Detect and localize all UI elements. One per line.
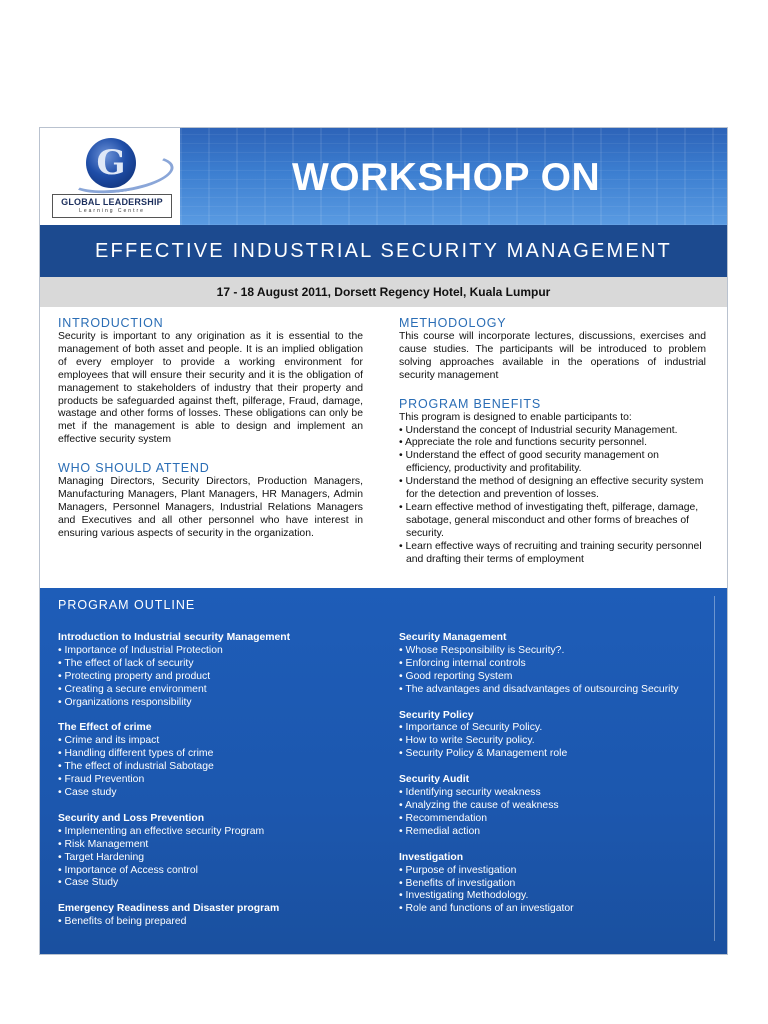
benefit-item: • Appreciate the role and functions security personnel.	[399, 437, 706, 450]
outline-section-list	[399, 787, 719, 839]
program-benefits-list	[399, 425, 706, 567]
outline-section-title: Emergency Readiness and Disaster program	[58, 903, 280, 915]
outline-section-list	[399, 865, 719, 917]
event-info: 17 - 18 August 2011, Dorsett Regency Hotel, Kuala Lumpur	[216, 285, 551, 299]
outline-item: • Protecting property and product	[58, 671, 378, 684]
outline-item: • Benefits of being prepared	[58, 916, 378, 929]
benefit-item: • Understand the effect of good security management on efficiency, productivity and profitability.	[399, 450, 706, 476]
outline-item: • Fraud Prevention	[58, 774, 378, 787]
who-should-attend-heading: WHO SHOULD ATTEND	[58, 461, 210, 476]
logo-label	[52, 194, 172, 218]
outline-section-list	[58, 645, 378, 710]
outline-section-title: Introduction to Industrial security Management	[58, 632, 291, 643]
outline-left-column	[58, 632, 378, 929]
outline-item: • Identifying security weakness	[399, 787, 719, 800]
program-outline	[40, 588, 727, 955]
outline-item: • Remedial action	[399, 826, 719, 839]
outline-section-list	[58, 735, 378, 800]
outline-item: • Risk Management	[58, 839, 378, 852]
outline-item: • Importance of Access control	[58, 865, 378, 878]
outline-item: • Crime and its impact	[58, 735, 378, 748]
introduction-heading: INTRODUCTION	[58, 316, 164, 330]
outline-item: • Implementing an effective security Program	[58, 826, 378, 839]
outline-section-title: Security and Loss Prevention	[58, 812, 205, 824]
outline-item: • Good reporting System	[399, 671, 719, 684]
outline-section-list	[58, 916, 378, 929]
right-column	[399, 316, 706, 567]
logo-subtitle: Learning Centre	[79, 208, 145, 214]
methodology-heading: METHODOLOGY	[399, 316, 507, 330]
subtitle-bar	[40, 225, 727, 277]
outline-item: • Organizations responsibility	[58, 697, 378, 710]
workshop-subtitle: EFFECTIVE INDUSTRIAL SECURITY MANAGEMENT	[95, 240, 672, 262]
outline-item: • Whose Responsibility is Security?.	[399, 645, 719, 658]
program-benefits-intro: This program is designed to enable participants to:	[399, 411, 632, 423]
outline-section-title: Investigation	[399, 851, 464, 863]
outline-item: • Benefits of investigation	[399, 878, 719, 891]
outline-section-title: Security Audit	[399, 774, 470, 786]
outline-item: • The advantages and disadvantages of outsourcing Security	[399, 684, 719, 697]
outline-item: • Importance of Industrial Protection	[58, 645, 378, 658]
outline-item: • Importance of Security Policy.	[399, 722, 719, 735]
outline-right-column	[399, 632, 719, 916]
outline-item: • Case Study	[58, 877, 378, 890]
brochure-page	[39, 127, 728, 955]
benefit-item: • Learn effective ways of recruiting and training security personnel and drafting their terms of employment	[399, 541, 706, 567]
benefit-item: • Understand the concept of Industrial security Management.	[399, 425, 706, 438]
outline-item: • Role and functions of an investigator	[399, 903, 719, 916]
outline-section-title: The Effect of crime	[58, 722, 152, 734]
outline-item: • Recommendation	[399, 813, 719, 826]
logo-letter: G	[96, 143, 126, 183]
outline-item: • Analyzing the cause of weakness	[399, 800, 719, 813]
outline-item: • The effect of lack of security	[58, 658, 378, 671]
outline-item: • Creating a secure environment	[58, 684, 378, 697]
program-benefits-heading: PROGRAM BENEFITS	[399, 396, 541, 411]
outline-item: • Target Hardening	[58, 852, 378, 865]
globe-icon	[86, 138, 136, 188]
event-info-bar	[40, 277, 727, 307]
banner	[180, 128, 727, 225]
outline-section-title: Security Policy	[399, 709, 474, 721]
program-outline-heading: PROGRAM OUTLINE	[58, 598, 196, 612]
outline-item: • Security Policy & Management role	[399, 748, 719, 761]
outline-section-title: Security Management	[399, 632, 507, 643]
banner-title: WORKSHOP ON	[292, 156, 601, 199]
benefit-item: • Learn effective method of investigating theft, pilferage, damage, sabotage, general misconduct and other forms of breaches of security.	[399, 502, 706, 541]
left-column	[58, 316, 363, 541]
methodology-body: This course will incorporate lectures, discussions, exercises and cause studies. The participants will be introduced to problem solving approaches available in the operations of industrial security management	[399, 331, 706, 381]
outline-item: • Enforcing internal controls	[399, 658, 719, 671]
outline-item: • Investigating Methodology.	[399, 890, 719, 903]
outline-item: • The effect of industrial Sabotage	[58, 761, 378, 774]
outline-item: • Handling different types of crime	[58, 748, 378, 761]
outline-item: • How to write Security policy.	[399, 735, 719, 748]
outline-item: • Case study	[58, 787, 378, 800]
logo-name: GLOBAL LEADERSHIP	[61, 197, 163, 207]
outline-section-list	[58, 826, 378, 891]
header	[40, 128, 727, 225]
outline-section-list	[399, 645, 719, 697]
who-should-attend-body: Managing Directors, Security Directors, Production Managers, Manufacturing Managers, Plant Managers, HR Managers, Admin Managers, Personnel Managers, Industrial Relations Managers and Executives and all other personnel who have interest in ensuring various aspects of security in the organization.	[58, 476, 363, 539]
outline-section-list	[399, 722, 719, 761]
outline-item: • Purpose of investigation	[399, 865, 719, 878]
benefit-item: • Understand the method of designing an effective security system for the detection and prevention of losses.	[399, 476, 706, 502]
logo	[40, 128, 180, 225]
introduction-body: Security is important to any origination as it is essential to the management of both asset and people. It is an implied obligation of every employer to provide a working environment for employees that will ensure their security and it is the obligation of management to stakeholders of industry that their property and products be safeguarded against theft, pilferage, Fraud, damage, wastage and other forms of losses. These obligations can only be met if the management is able to design and implement an effective security system	[58, 331, 363, 446]
